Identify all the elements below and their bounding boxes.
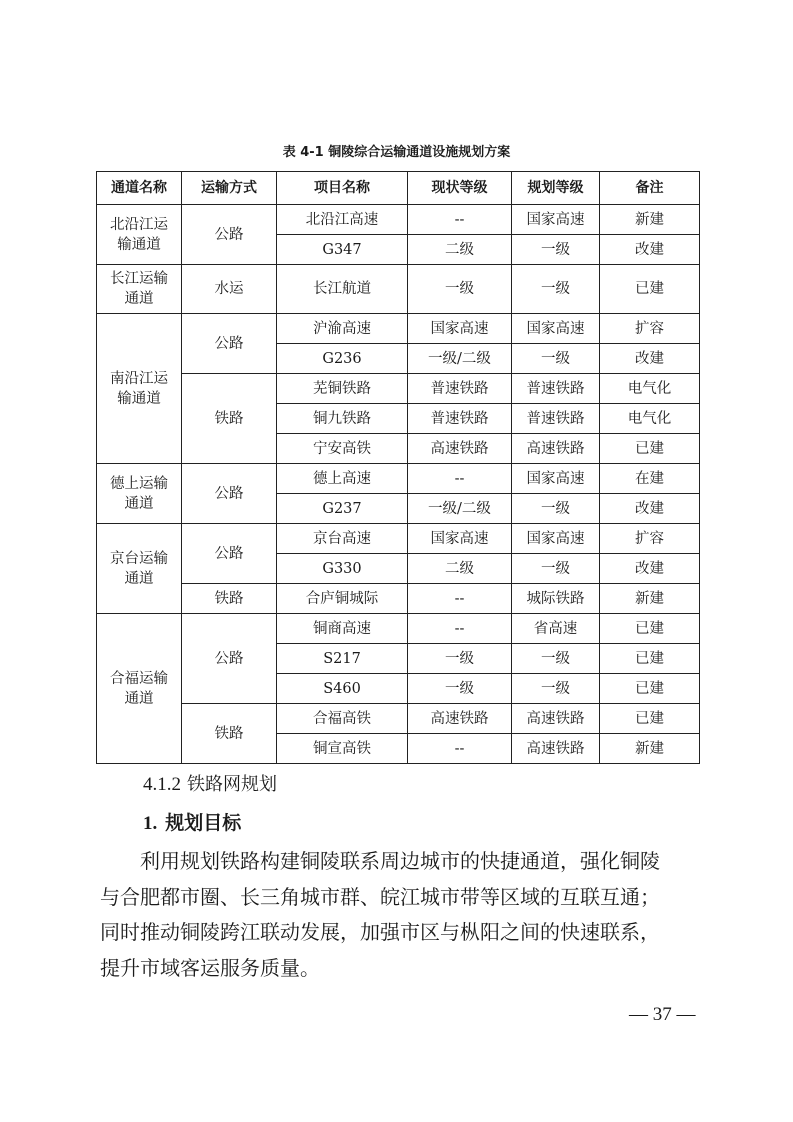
planned-cell: 普速铁路 bbox=[512, 374, 600, 404]
current-cell: 一级/二级 bbox=[408, 344, 512, 374]
planned-cell: 一级 bbox=[512, 235, 600, 265]
mode-cell: 公路 bbox=[182, 205, 277, 265]
table-row bbox=[97, 205, 700, 235]
planned-cell: 城际铁路 bbox=[512, 584, 600, 614]
subsection-heading bbox=[143, 808, 241, 835]
section-title: 铁路网规划 bbox=[187, 774, 277, 795]
mode-cell: 公路 bbox=[182, 614, 277, 704]
project-cell: 铜九铁路 bbox=[277, 404, 408, 434]
note-cell: 扩容 bbox=[600, 314, 700, 344]
mode-cell: 水运 bbox=[182, 265, 277, 314]
project-cell: S217 bbox=[277, 644, 408, 674]
current-cell: -- bbox=[408, 464, 512, 494]
planned-cell: 省高速 bbox=[512, 614, 600, 644]
project-cell: 德上高速 bbox=[277, 464, 408, 494]
subsection-title: 规划目标 bbox=[165, 812, 242, 834]
project-cell: G237 bbox=[277, 494, 408, 524]
planned-cell: 一级 bbox=[512, 265, 600, 314]
current-cell: -- bbox=[408, 614, 512, 644]
corridor-cell: 长江运输通道 bbox=[97, 265, 182, 314]
note-cell: 已建 bbox=[600, 644, 700, 674]
corridor-cell: 合福运输通道 bbox=[97, 614, 182, 764]
project-cell: 合庐铜城际 bbox=[277, 584, 408, 614]
table-row bbox=[97, 265, 700, 314]
planned-cell: 国家高速 bbox=[512, 205, 600, 235]
current-cell: 普速铁路 bbox=[408, 374, 512, 404]
project-cell: G347 bbox=[277, 235, 408, 265]
current-cell: 高速铁路 bbox=[408, 704, 512, 734]
note-cell: 已建 bbox=[600, 614, 700, 644]
planned-cell: 国家高速 bbox=[512, 464, 600, 494]
header-corridor: 通道名称 bbox=[97, 172, 182, 205]
project-cell: G330 bbox=[277, 554, 408, 584]
note-cell: 扩容 bbox=[600, 524, 700, 554]
corridor-cell: 北沿江运输通道 bbox=[97, 205, 182, 265]
table-header-row bbox=[97, 172, 700, 205]
current-cell: 一级 bbox=[408, 644, 512, 674]
planned-cell: 高速铁路 bbox=[512, 434, 600, 464]
table-row bbox=[97, 314, 700, 344]
planned-cell: 国家高速 bbox=[512, 314, 600, 344]
note-cell: 已建 bbox=[600, 704, 700, 734]
note-cell: 在建 bbox=[600, 464, 700, 494]
note-cell: 改建 bbox=[600, 235, 700, 265]
project-cell: 芜铜铁路 bbox=[277, 374, 408, 404]
planned-cell: 高速铁路 bbox=[512, 734, 600, 764]
note-cell: 改建 bbox=[600, 344, 700, 374]
paragraph-line: 与合肥都市圈、长三角城市群、皖江城市带等区域的互联互通； bbox=[100, 884, 660, 909]
note-cell: 已建 bbox=[600, 674, 700, 704]
project-cell: 长江航道 bbox=[277, 265, 408, 314]
header-current: 现状等级 bbox=[408, 172, 512, 205]
section-heading bbox=[143, 770, 277, 796]
current-cell: 一级/二级 bbox=[408, 494, 512, 524]
subsection-number: 1. bbox=[143, 813, 158, 834]
header-planned: 规划等级 bbox=[512, 172, 600, 205]
table-row bbox=[97, 614, 700, 644]
current-cell: 二级 bbox=[408, 235, 512, 265]
mode-cell: 公路 bbox=[182, 314, 277, 374]
planned-cell: 一级 bbox=[512, 644, 600, 674]
mode-cell: 公路 bbox=[182, 524, 277, 584]
planned-cell: 一级 bbox=[512, 344, 600, 374]
project-cell: 北沿江高速 bbox=[277, 205, 408, 235]
current-cell: 一级 bbox=[408, 674, 512, 704]
table-row bbox=[97, 584, 700, 614]
body-paragraph bbox=[100, 844, 700, 986]
current-cell: -- bbox=[408, 584, 512, 614]
mode-cell: 铁路 bbox=[182, 584, 277, 614]
current-cell: -- bbox=[408, 205, 512, 235]
corridor-cell: 南沿江运输通道 bbox=[97, 314, 182, 464]
planned-cell: 一级 bbox=[512, 674, 600, 704]
table-row bbox=[97, 374, 700, 404]
project-cell: 铜宣高铁 bbox=[277, 734, 408, 764]
corridor-plan-table bbox=[96, 171, 700, 764]
header-mode: 运输方式 bbox=[182, 172, 277, 205]
mode-cell: 公路 bbox=[182, 464, 277, 524]
current-cell: 高速铁路 bbox=[408, 434, 512, 464]
note-cell: 已建 bbox=[600, 434, 700, 464]
planned-cell: 国家高速 bbox=[512, 524, 600, 554]
note-cell: 已建 bbox=[600, 265, 700, 314]
planned-cell: 高速铁路 bbox=[512, 704, 600, 734]
mode-cell: 铁路 bbox=[182, 374, 277, 464]
header-note: 备注 bbox=[600, 172, 700, 205]
current-cell: 普速铁路 bbox=[408, 404, 512, 434]
planned-cell: 一级 bbox=[512, 494, 600, 524]
project-cell: 合福高铁 bbox=[277, 704, 408, 734]
corridor-cell: 德上运输通道 bbox=[97, 464, 182, 524]
planned-cell: 普速铁路 bbox=[512, 404, 600, 434]
project-cell: 京台高速 bbox=[277, 524, 408, 554]
page-number: — 37 — bbox=[629, 1004, 696, 1025]
project-cell: 沪渝高速 bbox=[277, 314, 408, 344]
mode-cell: 铁路 bbox=[182, 704, 277, 764]
paragraph-line: 提升市域客运服务质量。 bbox=[100, 955, 320, 980]
table-row bbox=[97, 704, 700, 734]
planned-cell: 一级 bbox=[512, 554, 600, 584]
table-row bbox=[97, 464, 700, 494]
current-cell: 一级 bbox=[408, 265, 512, 314]
project-cell: 宁安高铁 bbox=[277, 434, 408, 464]
corridor-cell: 京台运输通道 bbox=[97, 524, 182, 614]
project-cell: S460 bbox=[277, 674, 408, 704]
paragraph-line: 同时推动铜陵跨江联动发展，加强市区与枞阳之间的快速联系， bbox=[100, 920, 660, 944]
section-number: 4.1.2 bbox=[143, 774, 181, 795]
note-cell: 电气化 bbox=[600, 404, 700, 434]
current-cell: 国家高速 bbox=[408, 314, 512, 344]
table-row bbox=[97, 524, 700, 554]
paragraph-line: 利用规划铁路构建铜陵联系周边城市的快捷通道，强化铜陵 bbox=[140, 849, 660, 873]
table-caption: 表 4-1 铜陵综合运输通道设施规划方案 bbox=[282, 145, 511, 160]
note-cell: 改建 bbox=[600, 554, 700, 584]
current-cell: -- bbox=[408, 734, 512, 764]
note-cell: 新建 bbox=[600, 584, 700, 614]
project-cell: 铜商高速 bbox=[277, 614, 408, 644]
current-cell: 国家高速 bbox=[408, 524, 512, 554]
note-cell: 新建 bbox=[600, 205, 700, 235]
note-cell: 电气化 bbox=[600, 374, 700, 404]
header-project: 项目名称 bbox=[277, 172, 408, 205]
note-cell: 改建 bbox=[600, 494, 700, 524]
note-cell: 新建 bbox=[600, 734, 700, 764]
current-cell: 二级 bbox=[408, 554, 512, 584]
project-cell: G236 bbox=[277, 344, 408, 374]
